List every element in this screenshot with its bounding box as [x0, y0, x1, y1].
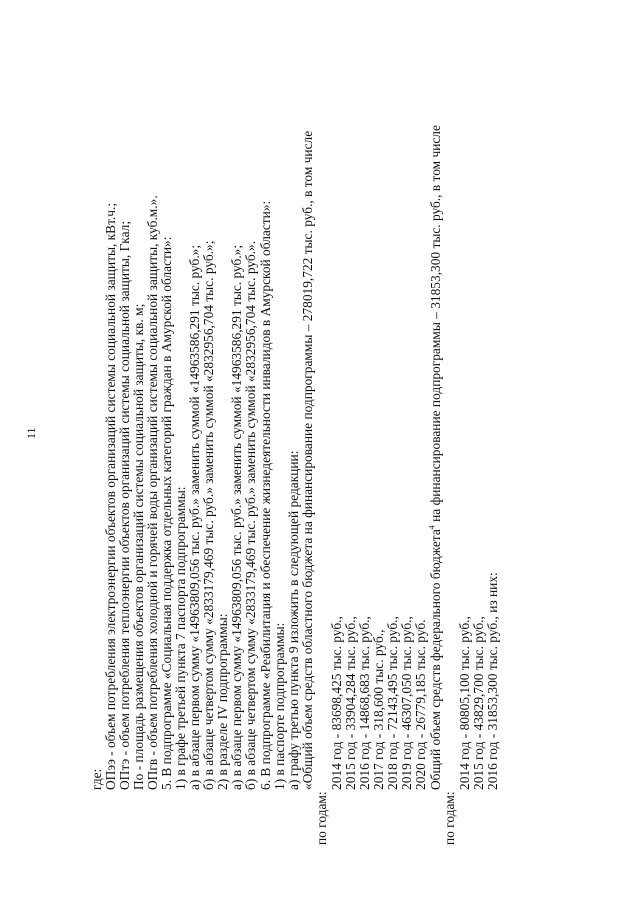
text-line: 5. В подпрограмме «Социальная поддержка отдельных категорий граждан в Амурской области»:	[159, 236, 174, 790]
text-line: 2014 год - 80805,100 тыс. руб.,	[457, 616, 472, 790]
footnote-marker: 4	[427, 525, 437, 530]
text-line: 2015 год - 33904,284 тыс. руб.,	[343, 616, 358, 790]
text-line: 2016 год - 31853,300 тыс. руб., из них:	[485, 572, 500, 790]
text-line: а) в абзаце первом сумму «14963809,056 тыс. руб.» заменить суммой «14963586,291 тыс. руб.»;	[187, 244, 202, 790]
text-line: б) в абзаце четвертом сумму «2833179,469 тыс. руб.» заменить суммой «2832956,704 тыс. руб.»;	[201, 240, 216, 790]
text-line: 2014 год - 83698,425 тыс. руб.,	[329, 616, 344, 790]
text-line: 2015 год - 43829,700 тыс. руб.,	[471, 616, 486, 790]
text-line: 2020 год - 26779,185 тыс. руб.	[413, 619, 428, 790]
text-line: по годам:	[314, 791, 329, 845]
text-line: «Общий объем средств областного бюджета на финансирование подпрограммы – 278019,722 тыс. руб., в том числе	[300, 130, 315, 790]
text-line: 1) в графе третьей пункта 7 паспорта подпрограммы:	[173, 486, 188, 790]
text-line: 1) в паспорте подпрограммы:	[272, 622, 287, 790]
text-line	[429, 125, 443, 790]
page-number: 11	[24, 427, 38, 439]
text-span: Общий объем средств федерального бюджета	[428, 529, 443, 790]
text-line: а) графу третью пункта 9 изложить в следующей редакции:	[286, 450, 301, 790]
text-line: а) в абзаце первом сумму «14963809,056 тыс. руб.» заменить суммой «14963586,291 тыс. руб.»;	[229, 244, 244, 790]
text-line: 2019 год - 46307,050 тыс. руб.,	[399, 616, 414, 790]
text-line: 2016 год - 14868,683 тыс. руб.,	[357, 616, 372, 790]
text-line: где:	[89, 768, 104, 790]
text-line: 2018 год - 72143,495 тыс. руб.,	[385, 616, 400, 790]
text-line: 2017 год - 318,600 тыс. руб.,	[371, 629, 386, 790]
text-line: б) в абзаце четвертом сумму «2833179,469 тыс. руб.» заменить суммой «2832956,704 тыс. руб.».	[243, 240, 258, 790]
text-line: По - площадь размещения объектов организаций системы социальной защиты, кв. м;	[131, 303, 146, 790]
text-line: по годам:	[442, 791, 457, 845]
text-line: ОПтэ - объем потребления теплоэнергии объектов организаций системы социальной защиты, Гкал;	[117, 220, 132, 790]
text-line: 2) в разделе IV подпрограммы:	[215, 613, 230, 790]
text-line: ОПээ - объем потребления электроэнергии объектов организаций системы социальной защиты, кВт.ч.;	[103, 202, 118, 790]
text-line: 6. В подпрограмме «Реабилитация и обеспечение жизнедеятельности инвалидов в Амурской области»:	[258, 200, 273, 790]
text-span: на финансирование подпрограммы – 31853,300 тыс. руб., в том числе	[428, 125, 443, 526]
text-line: ОПгв - объем потребления холодной и горячей воды организаций системы социальной защиты, куб.м.».	[145, 195, 160, 790]
